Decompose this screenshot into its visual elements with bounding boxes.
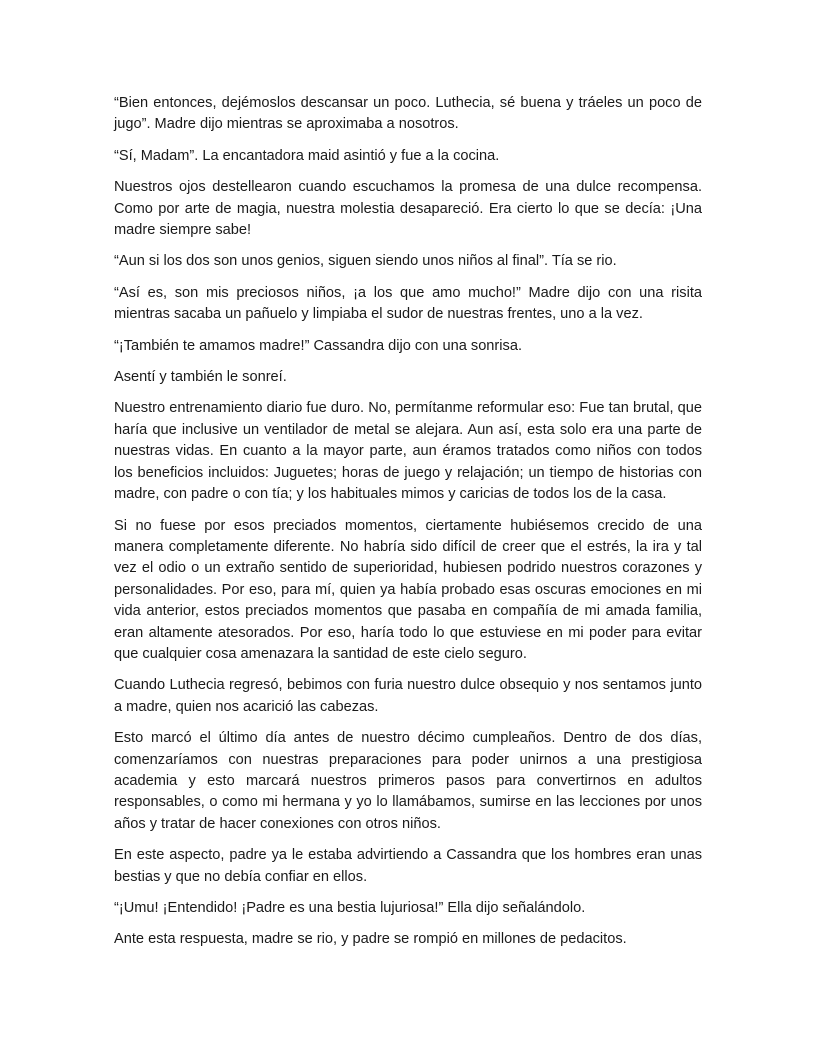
paragraph-11: Esto marcó el último día antes de nuestro décimo cumpleaños. Dentro de dos días, comenzaríamos con nuestras preparaciones para poder unirnos a una prestigiosa academia y esto marcará nuestros primeros pasos para convertirnos en adultos responsables, o como mi hermana y yo lo llamábamos, sumirse en las lecciones por unos años y tratar de hacer conexiones con otros niños. (114, 730, 702, 832)
paragraph-4: “Aun si los dos son unos genios, siguen siendo unos niños al final”. Tía se rio. (114, 253, 617, 270)
paragraph-12: En este aspecto, padre ya le estaba advirtiendo a Cassandra que los hombres eran unas bestias y que no debía confiar en ellos. (114, 847, 702, 885)
paragraph-5: “Así es, son mis preciosos niños, ¡a los que amo mucho!” Madre dijo con una risita mientras sacaba un pañuelo y limpiaba el sudor de nuestras frentes, uno a la vez. (114, 284, 702, 323)
paragraph-7: Asentí y también le sonreí. (114, 369, 287, 386)
paragraph-14: Ante esta respuesta, madre se rio, y padre se rompió en millones de pedacitos. (114, 931, 627, 948)
paragraph-13: “¡Umu! ¡Entendido! ¡Padre es una bestia lujuriosa!” Ella dijo señalándolo. (114, 900, 586, 916)
paragraph-8: Nuestro entrenamiento diario fue duro. No, permítanme reformular eso: Fue tan brutal, que haría que inclusive un ventilador de metal se alejara. Aun así, esta solo era una parte de nuestras vidas. En cuanto a la mayor parte, aun éramos tratados como niños con todos los beneficios incluidos: Juguetes; horas de juego y relajación; un tiempo de historias con madre, con padre o con tía; y los habituales mimos y caricias de todos los de la casa. (114, 400, 702, 503)
paragraph-9: Si no fuese por esos preciados momentos, ciertamente hubiésemos crecido de una manera completamente diferente. No habría sido difícil de creer que el estrés, la ira y tal vez el odio o un extraño sentido de superioridad, hubiesen podrido nuestros corazones y personalidades. Por eso, para mí, quien ya había probado esas oscuras emociones en mi vida anterior, estos preciados momentos que pasaba en compañía de mi amada familia, eran altamente atesorados. Por eso, haría todo lo que estuviese en mi poder para evitar que cualquier cosa amenazara la santidad de este cielo seguro. (114, 517, 702, 662)
document-body (114, 93, 702, 961)
paragraph-2: “Sí, Madam”. La encantadora maid asintió y fue a la cocina. (114, 147, 500, 164)
paragraph-6: “¡También te amamos madre!” Cassandra dijo con una sonrisa. (114, 337, 522, 354)
paragraph-10: Cuando Luthecia regresó, bebimos con furia nuestro dulce obsequio y nos sentamos junto a madre, quien nos acarició las cabezas. (114, 677, 702, 715)
paragraph-3: Nuestros ojos destellearon cuando escuchamos la promesa de una dulce recompensa. Como por arte de magia, nuestra molestia desapareció. Era cierto lo que se decía: ¡Una madre siempre sabe! (114, 179, 702, 239)
paragraph-1: “Bien entonces, dejémoslos descansar un poco. Luthecia, sé buena y tráeles un poco de jugo”. Madre dijo mientras se aproximaba a nosotros. (114, 95, 702, 133)
